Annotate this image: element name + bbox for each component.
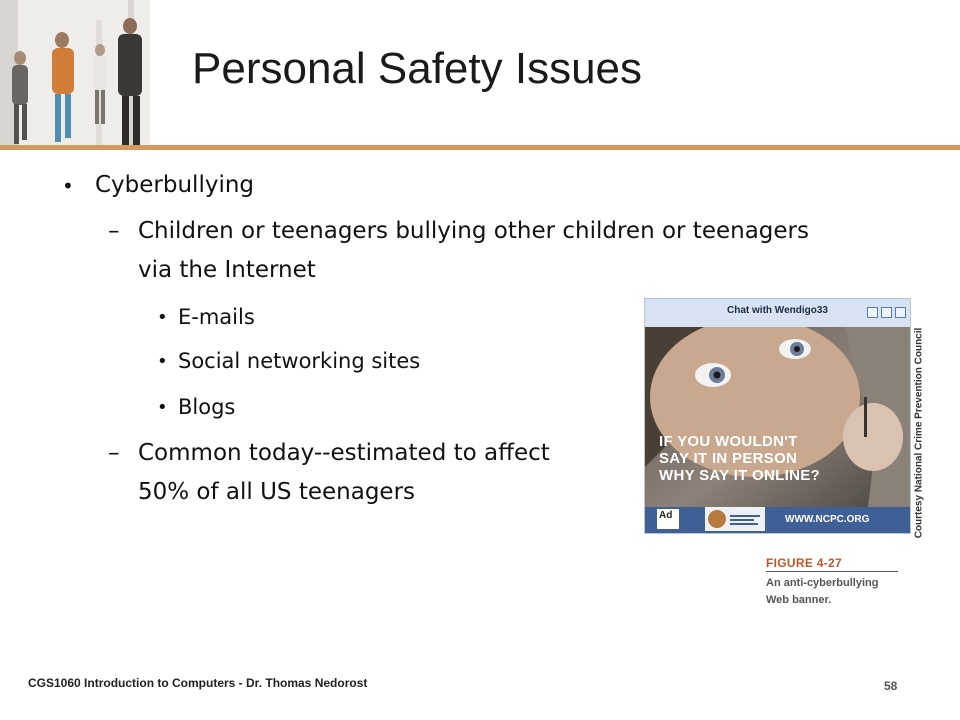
chat-title: Chat with Wendigo33 — [727, 305, 828, 316]
dash-marker: – — [108, 218, 120, 244]
sub-bullet-common-line2: 50% of all US teenagers — [138, 479, 416, 505]
sub-bullet-definition-line2: via the Internet — [138, 257, 316, 283]
ncpc-logo — [705, 507, 765, 531]
figure-caption-line-1: An anti-cyberbullying — [766, 577, 879, 589]
slogan-line-3: WHY SAY IT ONLINE? — [659, 467, 820, 484]
sub-bullet-definition-line1: Children or teenagers bullying other children or teenagers — [138, 218, 809, 244]
figure-caption-line-2: Web banner. — [766, 594, 832, 606]
footer-course: CGS1060 Introduction to Computers - Dr. Thomas Nedorost — [28, 676, 368, 690]
banner-bottom-strip — [645, 507, 910, 533]
bullet-cyberbullying: Cyberbullying — [95, 172, 255, 198]
title-divider — [0, 145, 960, 150]
slogan-line-2: SAY IT IN PERSON — [659, 450, 798, 467]
header-photo — [0, 0, 150, 148]
sub-sub-bullet-social-networking: Social networking sites — [178, 349, 421, 373]
mcgruff-dog-icon — [705, 507, 765, 531]
ad-council-logo: Ad — [657, 509, 679, 529]
banner-slogan — [659, 433, 820, 484]
dash-marker: – — [108, 440, 120, 466]
anti-cyberbullying-banner — [644, 298, 911, 534]
girl-face-image — [645, 327, 910, 533]
maximize-icon — [881, 307, 892, 318]
figure-number: FIGURE 4-27 — [766, 556, 842, 570]
banner-url: WWW.NCPC.ORG — [785, 514, 870, 525]
figure-rule — [766, 571, 898, 572]
bullet-marker: • — [157, 351, 168, 372]
page-number: 58 — [884, 679, 898, 693]
minimize-icon — [867, 307, 878, 318]
slide-title: Personal Safety Issues — [192, 44, 643, 93]
figure-caption — [766, 575, 906, 609]
sub-sub-bullet-emails: E-mails — [178, 305, 255, 329]
image-credit: Courtesy National Crime Prevention Council — [913, 327, 925, 539]
people-walking-image — [0, 0, 150, 148]
bullet-marker: • — [62, 174, 74, 198]
slogan-line-1: IF YOU WOULDN'T — [659, 433, 798, 450]
bullet-marker: • — [157, 307, 168, 328]
sub-bullet-common-line1: Common today--estimated to affect — [138, 440, 550, 466]
bullet-marker: • — [157, 397, 168, 418]
close-icon — [895, 307, 906, 318]
sub-sub-bullet-blogs: Blogs — [178, 395, 236, 419]
